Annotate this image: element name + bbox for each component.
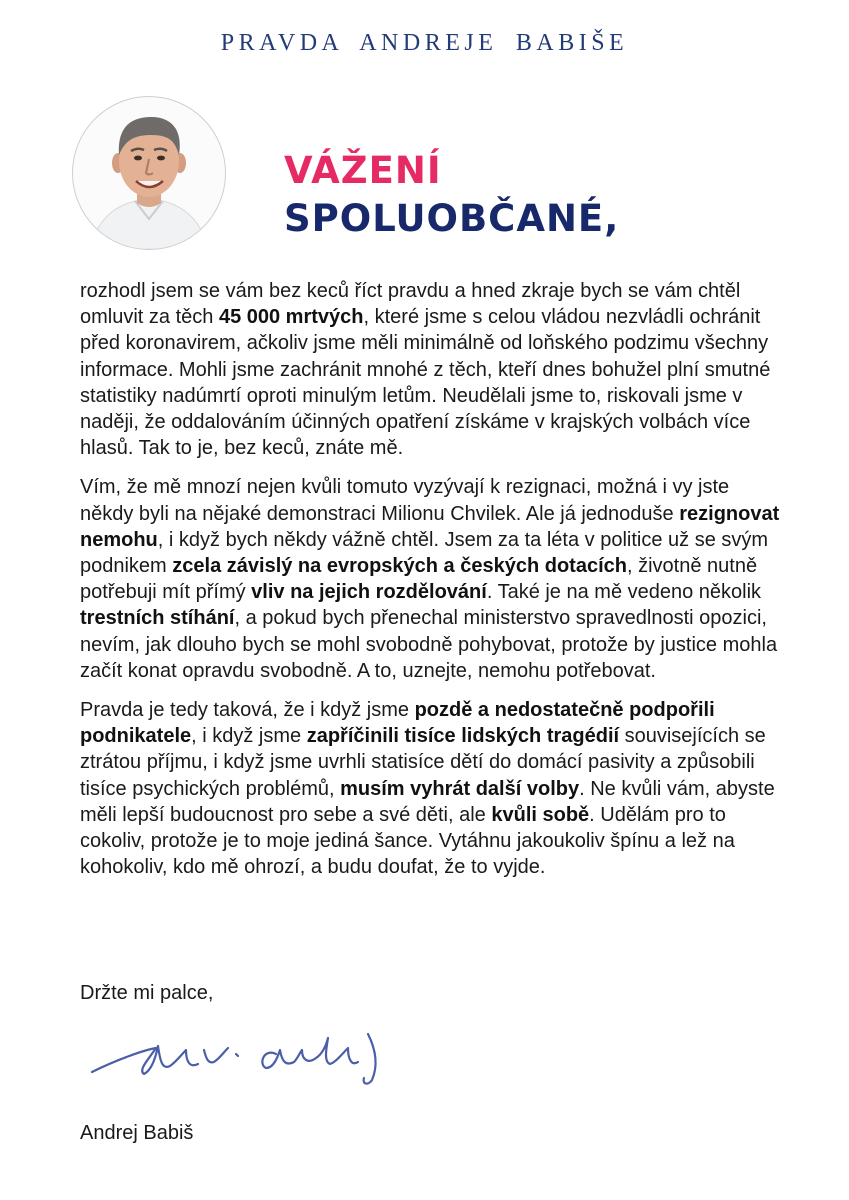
text-run: . Také je na mě vedeno několik [486,581,762,604]
text-run: , i když jsme [191,725,307,748]
bold-text-run: kvůli sobě [491,803,590,826]
bold-text-run: rezignovat nemohu [80,502,780,551]
text-run: , a pokud bych přenechal ministerstvo spravedlnosti opozici, nevím, jak dlouho bych se mohl svobodně pohybovat, protože by justice mohla začít konat opravdu svobodně. A to, uznejte, nemohu potřebovat. [80,607,778,682]
bold-text-run: pozdě a nedostatečně podpořili podnikatele [80,699,715,748]
text-run: , které jsme s celou vládou nezvládli ochránit před koronavirem, ačkoliv jsme měli minimálně od loňského podzimu všechny informace. Mohli jsme zachránit mnohé z těch, kteří dnes bohužel plní smutné statistiky nadúmrtí oproti minulým letům. Neudělali jsme to, riskovali jsme v naději, že oddalováním účinných opatření získáme v krajských volbách více hlasů. Tak to je, bez keců, znáte mě. [80,306,771,460]
letter-paragraph [80,278,785,461]
letter-body [80,278,785,893]
text-run: . Udělám pro to cokoliv, protože je to moje jediná šance. Vytáhnu jakoukoliv špínu a lež na kohokoliv, kdo mě ohrozí, a budu doufat, že to vyjde. [80,803,735,879]
bold-text-run: trestních stíhání [80,607,235,630]
closing-line: Držte mi palce, [80,982,214,1004]
greeting-heading [284,147,619,243]
bold-text-run: musím vyhrát další volby [340,777,580,800]
man-portrait-icon [72,96,226,250]
letter-paragraph [80,474,785,684]
text-run: souvisejících se ztrátou příjmu, i když jsme uvrhli statisíce dětí do domácí pasivity a způsobili tisíce psychických problémů, [80,725,766,800]
greeting-line-1: VÁŽENÍ [284,149,442,192]
masthead-title: PRAVDA ANDREJE BABIŠE [220,30,629,56]
text-run: Vím, že mě mnozí nejen kvůli tomuto vyzývají k rezignaci, možná i vy jste někdy byli na nějaké demonstraci Milionu Chvilek. Ale já jednoduše [80,476,730,525]
handwritten-signature-icon [86,1020,406,1090]
signature-name: Andrej Babiš [80,1122,194,1144]
bold-text-run: vliv na jejich rozdělování [251,581,487,604]
bold-text-run: zapříčinili tisíce lidských tragédií [306,725,620,748]
text-run: , životně nutně potřebuji mít přímý [80,555,758,604]
text-run: , i když bych někdy vážně chtěl. Jsem za ta léta v politice už se svým podnikem [80,528,769,578]
greeting-line-2: SPOLUOBČANÉ, [284,197,620,240]
bold-text-run: zcela závislý na evropských a českých dotacích [172,555,627,578]
letter-paragraph [80,697,785,880]
text-run: . Ne kvůli vám, abyste měli lepší budoucnost pro sebe a své děti, ale [80,777,775,826]
text-run: rozhodl jsem se vám bez keců říct pravdu a hned zkraje bych se vám chtěl omluvit za těch [80,280,741,329]
bold-text-run: 45 000 mrtvých [218,306,364,329]
text-run: Pravda je tedy taková, že i když jsme [80,699,415,722]
